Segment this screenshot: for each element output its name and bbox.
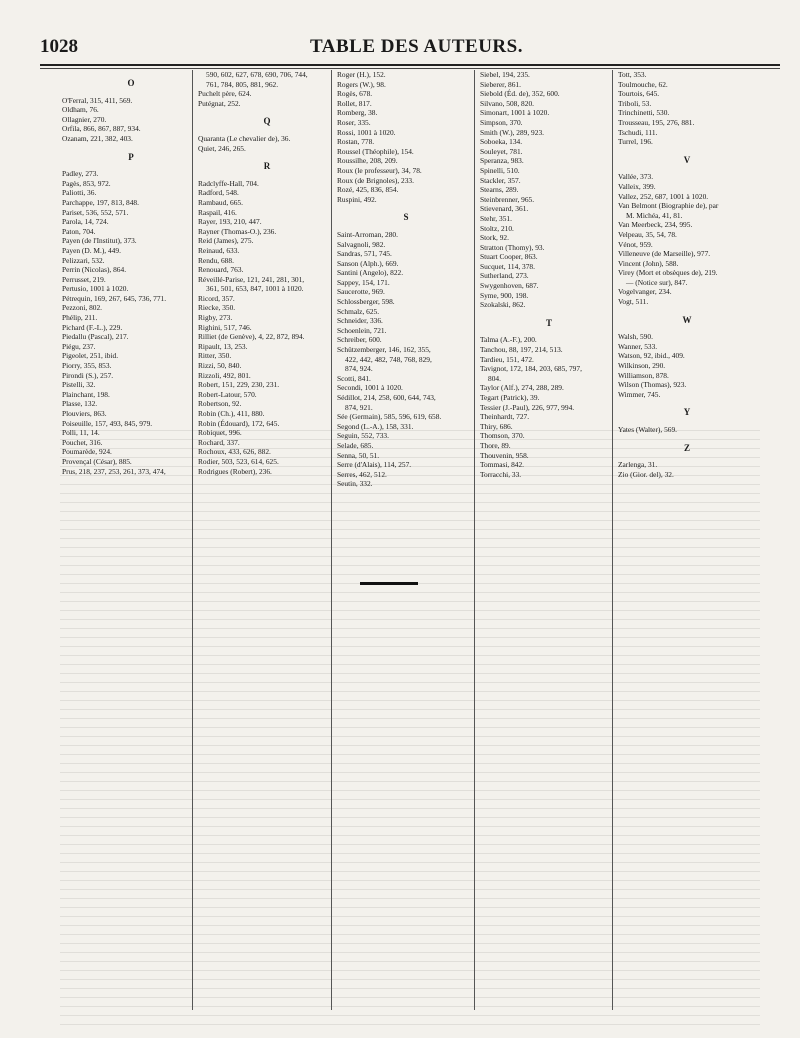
- index-entry: Siebel, 194, 235.: [480, 70, 530, 79]
- index-entry: Vogelvanger, 234.: [618, 287, 672, 297]
- header-rule-thin: [40, 68, 780, 69]
- index-entry: Schoenlein, 721.: [337, 325, 387, 335]
- index-entry: Thouvenin, 958.: [480, 450, 529, 460]
- section-letter: T: [545, 317, 552, 328]
- index-entry: Payen (de l'Institut), 373.: [62, 236, 137, 246]
- index-entry: Toulmouche, 62.: [618, 79, 668, 89]
- index-entry: Stuart Cooper, 863.: [480, 252, 538, 262]
- index-entry-continuation: 590, 602, 627, 678, 690, 706, 744,: [206, 70, 308, 79]
- index-entry: Sutherland, 273.: [480, 271, 529, 281]
- index-entry: Tegart (Patrick), 39.: [480, 393, 540, 402]
- index-entry: Souleyet, 781.: [480, 146, 523, 156]
- index-entry: Roux (de Brignoles), 233.: [337, 175, 414, 185]
- index-entry: Smith (W.), 289, 923.: [480, 127, 544, 137]
- index-entry: Réveillé-Parise, 121, 241, 281, 301,: [198, 274, 305, 284]
- index-entry: Rizzoli, 492, 801.: [198, 370, 251, 380]
- index-entry: Roussel (Théophile), 154.: [337, 146, 414, 156]
- index-entry: Prus, 218, 237, 253, 261, 373, 474,: [62, 466, 166, 476]
- index-entry: Selade, 685.: [337, 440, 374, 450]
- index-entry: Parchappe, 197, 813, 848.: [62, 197, 139, 207]
- index-entry: Wilson (Thomas), 923.: [618, 380, 687, 390]
- index-entry: Perrin (Nicolas), 864.: [62, 265, 127, 275]
- index-entry: Pariset, 536, 552, 571.: [62, 207, 129, 217]
- index-entry: Phélip, 211.: [62, 313, 98, 323]
- index-entry: Radclyffe-Hall, 704.: [198, 178, 259, 188]
- index-entry: Siebold (Éd. de), 352, 600.: [480, 89, 560, 99]
- index-entry: Pistelli, 32.: [62, 380, 96, 390]
- index-entry: Ripault, 13, 253.: [198, 341, 248, 351]
- index-entry: Paton, 704.: [62, 226, 96, 236]
- index-entry: Velpeau, 35, 54, 78.: [618, 229, 677, 239]
- index-entry: Padley, 273.: [62, 169, 99, 179]
- index-entry: Rostan, 778.: [337, 137, 375, 147]
- index-entry: Thore, 89.: [480, 440, 511, 450]
- index-entry: Tardieu, 151, 472.: [480, 354, 534, 364]
- index-entry: Turrel, 196.: [618, 137, 653, 147]
- index-entry: Poumarède, 924.: [62, 447, 112, 457]
- index-column-3: [337, 70, 475, 489]
- index-entry: Secondi, 1001 à 1020.: [337, 383, 403, 393]
- column-divider: [331, 70, 332, 1010]
- index-entry: Robert, 151, 229, 230, 231.: [198, 380, 280, 390]
- index-entry: Ricord, 357.: [198, 293, 235, 303]
- index-entry: Righini, 517, 746.: [198, 322, 252, 332]
- index-entry: Stehr, 351.: [480, 213, 512, 223]
- index-entry: Provençal (César), 885.: [62, 456, 132, 466]
- index-entry: Tott, 353.: [618, 70, 647, 79]
- page-title: TABLE DES AUTEURS.: [310, 36, 523, 57]
- page-header: [40, 36, 780, 60]
- index-entry: Schützemberger, 146, 162, 355,: [337, 345, 431, 355]
- index-entry: Schlossberger, 598.: [337, 297, 395, 307]
- index-entry: Serre (d'Alais), 114, 257.: [337, 460, 412, 470]
- index-entry: Santini (Angelo), 822.: [337, 268, 404, 278]
- section-letter: O: [127, 78, 135, 88]
- index-entry: Radford, 548.: [198, 188, 239, 198]
- index-entry: Rozé, 425, 836, 854.: [337, 185, 399, 195]
- index-entry: Triboli, 53.: [618, 98, 652, 108]
- index-entry: Pigeolet, 251, ibid.: [62, 351, 119, 361]
- index-entry-continuation: 422, 442, 482, 748, 768, 829,: [345, 354, 432, 364]
- index-entry: Pelizzari, 532.: [62, 255, 105, 265]
- column-divider: [612, 70, 613, 1010]
- index-column-2: [198, 70, 336, 476]
- index-entry: Tschudi, 111.: [618, 127, 658, 137]
- index-entry: Virey (Mort et obsèques de), 219.: [618, 268, 718, 278]
- index-entry: Stoltz, 210.: [480, 223, 514, 233]
- index-entry: Pezzoni, 802.: [62, 303, 103, 313]
- index-entry: Rendu, 688.: [198, 255, 234, 265]
- index-entry: Perrusset, 219.: [62, 274, 106, 284]
- header-rule: [40, 64, 780, 66]
- index-entry-continuation: 874, 921.: [345, 402, 373, 412]
- section-letter: S: [403, 212, 409, 223]
- index-entry: Valleix, 399.: [618, 181, 656, 191]
- index-entry: Vénot, 959.: [618, 239, 653, 249]
- index-entry: Van Belmont (Biographie de), par: [618, 201, 719, 211]
- index-entry: Piorry, 355, 853.: [62, 361, 112, 371]
- index-entry: Zio (Gior. del), 32.: [618, 469, 674, 479]
- column-divider: [474, 70, 475, 1010]
- index-entry: Yates (Walter), 569.: [618, 425, 677, 434]
- index-entry: Vincent (John), 588.: [618, 258, 679, 268]
- index-entry: Senna, 50, 51.: [337, 450, 380, 460]
- index-entry: Robiquet, 996.: [198, 428, 242, 438]
- index-entry: Stackler, 357.: [480, 175, 521, 185]
- index-entry: Simpson, 370.: [480, 117, 523, 127]
- index-entry: Pertusio, 1001 à 1020.: [62, 284, 129, 294]
- index-column-1: [62, 70, 200, 476]
- index-entry: Segond (L.-A.), 158, 331.: [337, 421, 414, 431]
- index-entry-continuation: 804.: [488, 373, 501, 383]
- index-entry: Rigby, 273.: [198, 313, 233, 323]
- index-entry: Plasse, 132.: [62, 399, 98, 409]
- index-entry: Vallez, 252, 687, 1001 à 1020.: [618, 191, 709, 201]
- index-entry: Sédillot, 214, 258, 600, 644, 743,: [337, 393, 436, 402]
- index-entry: Watson, 92, ibid., 409.: [618, 351, 685, 361]
- index-entry: Wilkinson, 290.: [618, 361, 666, 371]
- index-entry: Robin (Ch.), 411, 880.: [198, 409, 265, 418]
- index-entry: Swygenhoven, 687.: [480, 281, 539, 291]
- index-entry: Schreiber, 600.: [337, 335, 382, 345]
- index-entry: Oldham, 76.: [62, 105, 99, 115]
- index-entry: Williamson, 878.: [618, 370, 669, 380]
- index-entry: Pouchet, 316.: [62, 437, 103, 447]
- index-entry: Rodrigues (Robert), 236.: [198, 466, 272, 476]
- index-entry-continuation: 761, 784, 805, 881, 962.: [206, 79, 279, 89]
- index-entry: Sanson (Alph.), 669.: [337, 258, 399, 268]
- index-entry: Rodier, 503, 523, 614, 625.: [198, 456, 279, 466]
- index-entry: Rochoux, 433, 626, 882.: [198, 447, 271, 457]
- index-entry: Van Meerbeck, 234, 995.: [618, 220, 693, 230]
- index-entry: Wanner, 533.: [618, 341, 658, 351]
- index-entry: Romberg, 38.: [337, 108, 378, 118]
- index-entry: Paliotti, 36.: [62, 188, 97, 198]
- bleed-through-texture: [60, 430, 760, 1030]
- index-entry: Trousseau, 195, 276, 881.: [618, 117, 695, 127]
- section-letter: Q: [263, 116, 271, 127]
- index-entry: Roser, 335.: [337, 117, 371, 127]
- index-entry: Torracchi, 33.: [480, 469, 522, 479]
- index-entry: Zarlenga, 31.: [618, 460, 658, 470]
- index-column-5: [618, 70, 756, 479]
- index-entry: Pétrequin, 169, 267, 645, 736, 771.: [62, 293, 167, 303]
- index-entry: Raspail, 416.: [198, 207, 237, 217]
- index-entry: Plainchant, 198.: [62, 389, 110, 399]
- index-entry: Robertson, 92.: [198, 399, 242, 409]
- index-entry: Saucerotte, 969.: [337, 287, 385, 297]
- index-entry: Villeneuve (de Marseille), 977.: [618, 249, 711, 259]
- index-entry: Schmalz, 625.: [337, 306, 380, 316]
- index-entry: Roux (le professeur), 34, 78.: [337, 165, 422, 175]
- index-entry: Rambaud, 665.: [198, 197, 243, 207]
- index-entry: Pirondi (S.), 257.: [62, 370, 114, 380]
- column-divider: [192, 70, 193, 1010]
- index-entry: O'Ferral, 315, 411, 569.: [62, 95, 133, 105]
- index-entry: Payen (D. M.), 449.: [62, 245, 121, 255]
- index-entry: Theinhardt, 727.: [480, 412, 530, 422]
- index-entry: Rilliet (de Genève), 4, 22, 872, 894.: [198, 332, 305, 342]
- index-entry: Rayer, 193, 210, 447.: [198, 217, 262, 227]
- index-entry: Riecke, 350.: [198, 303, 236, 313]
- index-entry: Thomson, 370.: [480, 431, 525, 441]
- index-entry: Plouviers, 863.: [62, 409, 107, 418]
- index-entry: Orfila, 866, 867, 887, 934.: [62, 124, 141, 134]
- index-entry: Stearns, 289.: [480, 185, 519, 195]
- page-number: 1028: [40, 36, 78, 57]
- section-letter: R: [263, 161, 271, 172]
- index-entry: Walsh, 590.: [618, 332, 653, 342]
- index-entry: Talma (A.-F.), 200.: [480, 335, 537, 345]
- index-entry-continuation: 361, 501, 653, 847, 1001 à 1020.: [206, 284, 304, 294]
- index-entry: Poiseuille, 157, 493, 845, 979.: [62, 418, 153, 428]
- index-entry: Reinaud, 633.: [198, 245, 240, 255]
- index-entry: Stievenard, 361.: [480, 204, 529, 214]
- index-entry: Roussilhe, 208, 209.: [337, 156, 398, 166]
- index-entry: Tommasi, 842.: [480, 460, 525, 470]
- index-entry: Szokalski, 862.: [480, 300, 526, 310]
- index-entry: Polli, 11, 14.: [62, 428, 100, 438]
- index-entry: Steinbrenner, 965.: [480, 194, 535, 204]
- index-entry-continuation: 874, 924.: [345, 364, 373, 374]
- index-entry-continuation: — (Notice sur), 847.: [626, 277, 688, 287]
- index-entry: Vallée, 373.: [618, 172, 654, 182]
- index-entry: Piedallu (Pascal), 217.: [62, 332, 129, 342]
- index-entry: Rogès, 678.: [337, 89, 373, 99]
- index-entry: Reid (James), 275.: [198, 236, 254, 246]
- index-entry: Parola, 14, 724.: [62, 217, 109, 227]
- index-entry: Sée (Germain), 585, 596, 619, 658.: [337, 412, 442, 422]
- index-entry: Vogt, 511.: [618, 297, 649, 307]
- index-entry: Sandras, 571, 745.: [337, 249, 392, 259]
- index-entry: Stratton (Thomy), 93.: [480, 242, 545, 252]
- index-entry: Rollet, 817.: [337, 98, 372, 108]
- index-entry: Scotti, 841.: [337, 373, 371, 383]
- index-entry: Sucquet, 114, 378.: [480, 261, 535, 271]
- index-entry: Sappey, 154, 171.: [337, 277, 390, 287]
- index-entry: Roger (H.), 152.: [337, 70, 386, 79]
- index-entry: Silvano, 508, 820.: [480, 98, 534, 108]
- index-entry: Robert-Latour, 570.: [198, 389, 257, 399]
- end-rule: [360, 582, 418, 585]
- index-entry: Pagès, 853, 972.: [62, 178, 111, 188]
- index-entry: Simonart, 1001 à 1020.: [480, 108, 550, 118]
- index-entry: Rossi, 1001 à 1020.: [337, 127, 396, 137]
- index-entry: Quiet, 246, 265.: [198, 143, 246, 153]
- index-entry: Taylor (Alf.), 274, 288, 289.: [480, 383, 564, 393]
- index-entry: Puchelt père, 624.: [198, 89, 252, 99]
- index-entry: Pichard (F.-L.), 229.: [62, 322, 123, 332]
- index-entry: Rizzi, 50, 840.: [198, 361, 242, 371]
- section-letter: Z: [683, 442, 690, 453]
- section-letter: W: [682, 314, 692, 325]
- index-entry: Soboeka, 134.: [480, 137, 523, 147]
- index-entry-continuation: M. Michéa, 41, 81.: [626, 210, 683, 220]
- index-entry: Ozanam, 221, 382, 403.: [62, 133, 133, 143]
- section-letter: Y: [683, 407, 691, 418]
- section-letter: V: [683, 154, 691, 165]
- index-entry: Tessier (J.-Paul), 226, 977, 994.: [480, 402, 575, 412]
- index-entry: Saint-Arroman, 280.: [337, 229, 398, 239]
- index-entry: Seutin, 332.: [337, 479, 373, 489]
- index-entry: Tanchou, 88, 197, 214, 513.: [480, 345, 563, 355]
- index-entry: Piégu, 237.: [62, 341, 96, 351]
- index-entry: Renouard, 763.: [198, 265, 244, 275]
- index-entry: Spinelli, 510.: [480, 165, 520, 175]
- index-entry: Tourtois, 645.: [618, 89, 660, 99]
- index-entry: Ollagnier, 270.: [62, 114, 107, 124]
- index-entry: Putégnat, 252.: [198, 98, 241, 108]
- index-column-4: [480, 70, 618, 479]
- section-letter: P: [128, 151, 134, 162]
- index-entry: Salvagnoli, 982.: [337, 239, 386, 249]
- index-entry: Stork, 92.: [480, 233, 509, 243]
- index-entry: Tavignot, 172, 184, 203, 685, 797,: [480, 364, 582, 374]
- index-entry: Syme, 900, 198.: [480, 290, 529, 300]
- index-entry: Rochard, 337.: [198, 437, 240, 447]
- index-entry: Thiry, 686.: [480, 421, 513, 431]
- index-entry: Wimmer, 745.: [618, 389, 661, 399]
- index-entry: Schneider, 336.: [337, 316, 383, 326]
- index-entry: Sieberer, 861.: [480, 79, 521, 89]
- index-entry: Seguin, 552, 733.: [337, 431, 389, 441]
- index-entry: Serres, 462, 512.: [337, 469, 387, 479]
- index-entry: Rogers (W.), 98.: [337, 79, 386, 89]
- index-entry: Ruspini, 492.: [337, 194, 377, 204]
- index-entry: Rayner (Thomas-O.), 236.: [198, 226, 277, 236]
- index-entry: Robin (Édouard), 172, 645.: [198, 418, 280, 428]
- index-entry: Trinchinetti, 530.: [618, 108, 670, 118]
- index-entry: Quaranta (Le chevalier de), 36.: [198, 133, 291, 143]
- index-entry: Speranza, 983.: [480, 156, 524, 166]
- index-entry: Ritter, 350.: [198, 351, 232, 361]
